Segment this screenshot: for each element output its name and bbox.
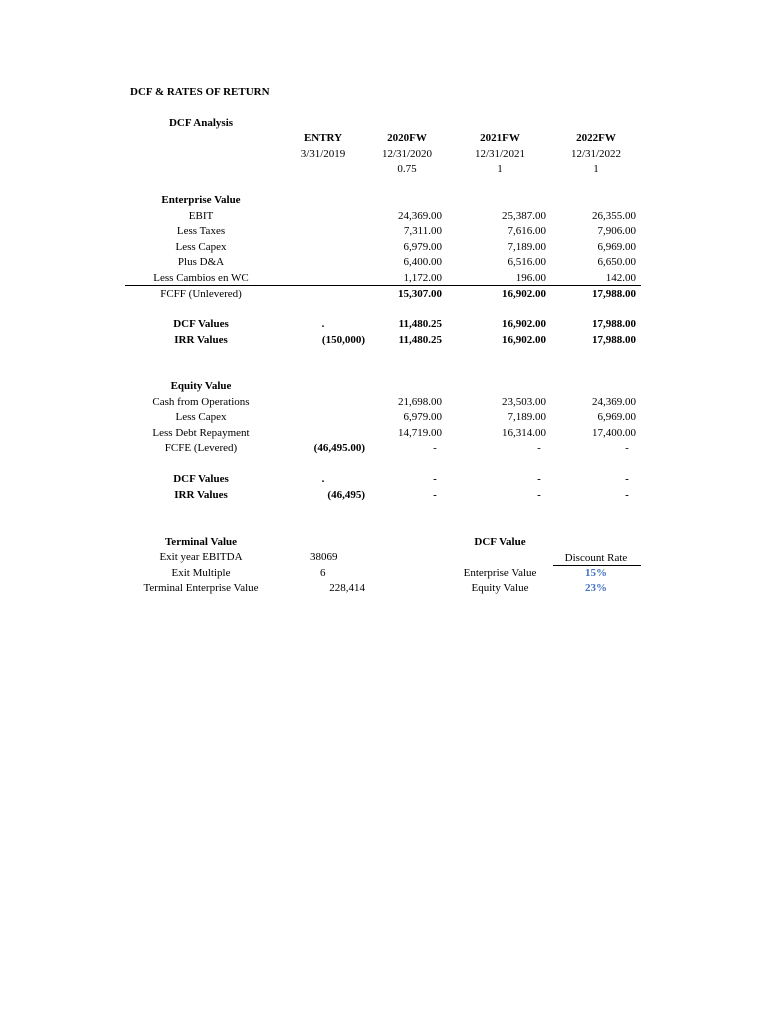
row-label: Exit year EBITDA	[159, 551, 243, 563]
row-label: DCF Values	[173, 318, 229, 330]
cell-value: .	[321, 318, 325, 330]
cell-value: 196.00	[515, 272, 546, 284]
column-date: 12/31/2020	[381, 148, 433, 160]
column-date: 12/31/2021	[474, 148, 526, 160]
row-label: Less Capex	[175, 411, 227, 423]
page-title: DCF & RATES OF RETURN	[130, 86, 270, 98]
cell-value: 38069	[310, 551, 338, 563]
column-header: 2020FW	[387, 132, 427, 144]
row-label: Terminal Enterprise Value	[143, 582, 259, 594]
cell-value: 6,650.00	[597, 256, 636, 268]
column-factor: 1	[593, 163, 599, 175]
row-label: EBIT	[188, 210, 214, 222]
discount-rate-header: Discount Rate	[564, 552, 628, 564]
column-factor: 0.75	[397, 163, 417, 175]
cell-value: 24,369.00	[398, 210, 442, 222]
row-label: Equity Value	[471, 582, 529, 594]
cell-value: 25,387.00	[502, 210, 546, 222]
cell-value: 142.00	[605, 272, 636, 284]
cell-value: 23,503.00	[502, 396, 546, 408]
row-label: FCFE (Levered)	[164, 442, 238, 454]
cell-value: 21,698.00	[398, 396, 442, 408]
row-label: Enterprise Value	[463, 567, 537, 579]
cell-value: 17,988.00	[592, 318, 636, 330]
column-date: 12/31/2022	[570, 148, 622, 160]
cell-value: (46,495.00)	[313, 442, 365, 454]
cell-value: 11,480.25	[398, 334, 442, 346]
row-label: Less Taxes	[176, 225, 226, 237]
row-label: Exit Multiple	[171, 567, 231, 579]
cell-value: 6,969.00	[597, 411, 636, 423]
column-header: ENTRY	[303, 132, 343, 144]
cell-value: -	[625, 489, 629, 501]
cell-value: 7,906.00	[597, 225, 636, 237]
cell-value: .	[321, 473, 325, 485]
cell-value: 26,355.00	[592, 210, 636, 222]
column-factor: 1	[497, 163, 503, 175]
cell-value: 6,969.00	[597, 241, 636, 253]
discount-rate-value: 23%	[585, 582, 607, 594]
cell-value: 228,414	[329, 582, 365, 594]
cell-value: -	[625, 473, 629, 485]
total-divider	[125, 285, 641, 286]
cell-value: 7,616.00	[507, 225, 546, 237]
equity-heading: Equity Value	[170, 380, 232, 392]
cell-value: -	[537, 473, 541, 485]
row-label: Less Cambios en WC	[153, 272, 249, 284]
cell-value: 7,189.00	[507, 241, 546, 253]
cell-value: -	[537, 442, 541, 454]
cell-value: -	[433, 473, 437, 485]
row-label: Less Capex	[175, 241, 227, 253]
cell-value: 6,979.00	[403, 241, 442, 253]
cell-value: 7,311.00	[403, 225, 442, 237]
row-label: DCF Values	[173, 473, 229, 485]
terminal-heading: Terminal Value	[164, 536, 238, 548]
cell-value: 17,400.00	[592, 427, 636, 439]
row-label: IRR Values	[174, 489, 228, 501]
cell-value: 6,400.00	[403, 256, 442, 268]
enterprise-heading: Enterprise Value	[161, 194, 241, 206]
row-label: Plus D&A	[177, 256, 225, 268]
row-label: Cash from Operations	[152, 396, 250, 408]
column-header: 2022FW	[576, 132, 616, 144]
column-header: 2021FW	[480, 132, 520, 144]
dcf-value-heading: DCF Value	[474, 536, 526, 548]
row-label: FCFF (Unlevered)	[160, 288, 242, 300]
cell-value: -	[433, 489, 437, 501]
cell-value: 17,988.00	[592, 334, 636, 346]
cell-value: (46,495)	[327, 489, 365, 501]
cell-value: 1,172.00	[403, 272, 442, 284]
section-subtitle: DCF Analysis	[168, 117, 234, 129]
cell-value: 6,979.00	[403, 411, 442, 423]
cell-value: 7,189.00	[507, 411, 546, 423]
cell-value: 16,902.00	[502, 334, 546, 346]
cell-value: 6	[320, 567, 326, 579]
cell-value: 16,314.00	[502, 427, 546, 439]
cell-value: (150,000)	[321, 334, 365, 346]
cell-value: 16,902.00	[502, 318, 546, 330]
row-label: Less Debt Repayment	[152, 427, 250, 439]
cell-value: 11,480.25	[398, 318, 442, 330]
cell-value: -	[625, 442, 629, 454]
cell-value: 16,902.00	[502, 288, 546, 300]
discount-rate-value: 15%	[585, 567, 607, 579]
cell-value: 15,307.00	[398, 288, 442, 300]
cell-value: -	[537, 489, 541, 501]
cell-value: -	[433, 442, 437, 454]
cell-value: 6,516.00	[507, 256, 546, 268]
cell-value: 24,369.00	[592, 396, 636, 408]
cell-value: 14,719.00	[398, 427, 442, 439]
cell-value: 17,988.00	[592, 288, 636, 300]
column-date: 3/31/2019	[300, 148, 346, 160]
row-label: IRR Values	[174, 334, 228, 346]
